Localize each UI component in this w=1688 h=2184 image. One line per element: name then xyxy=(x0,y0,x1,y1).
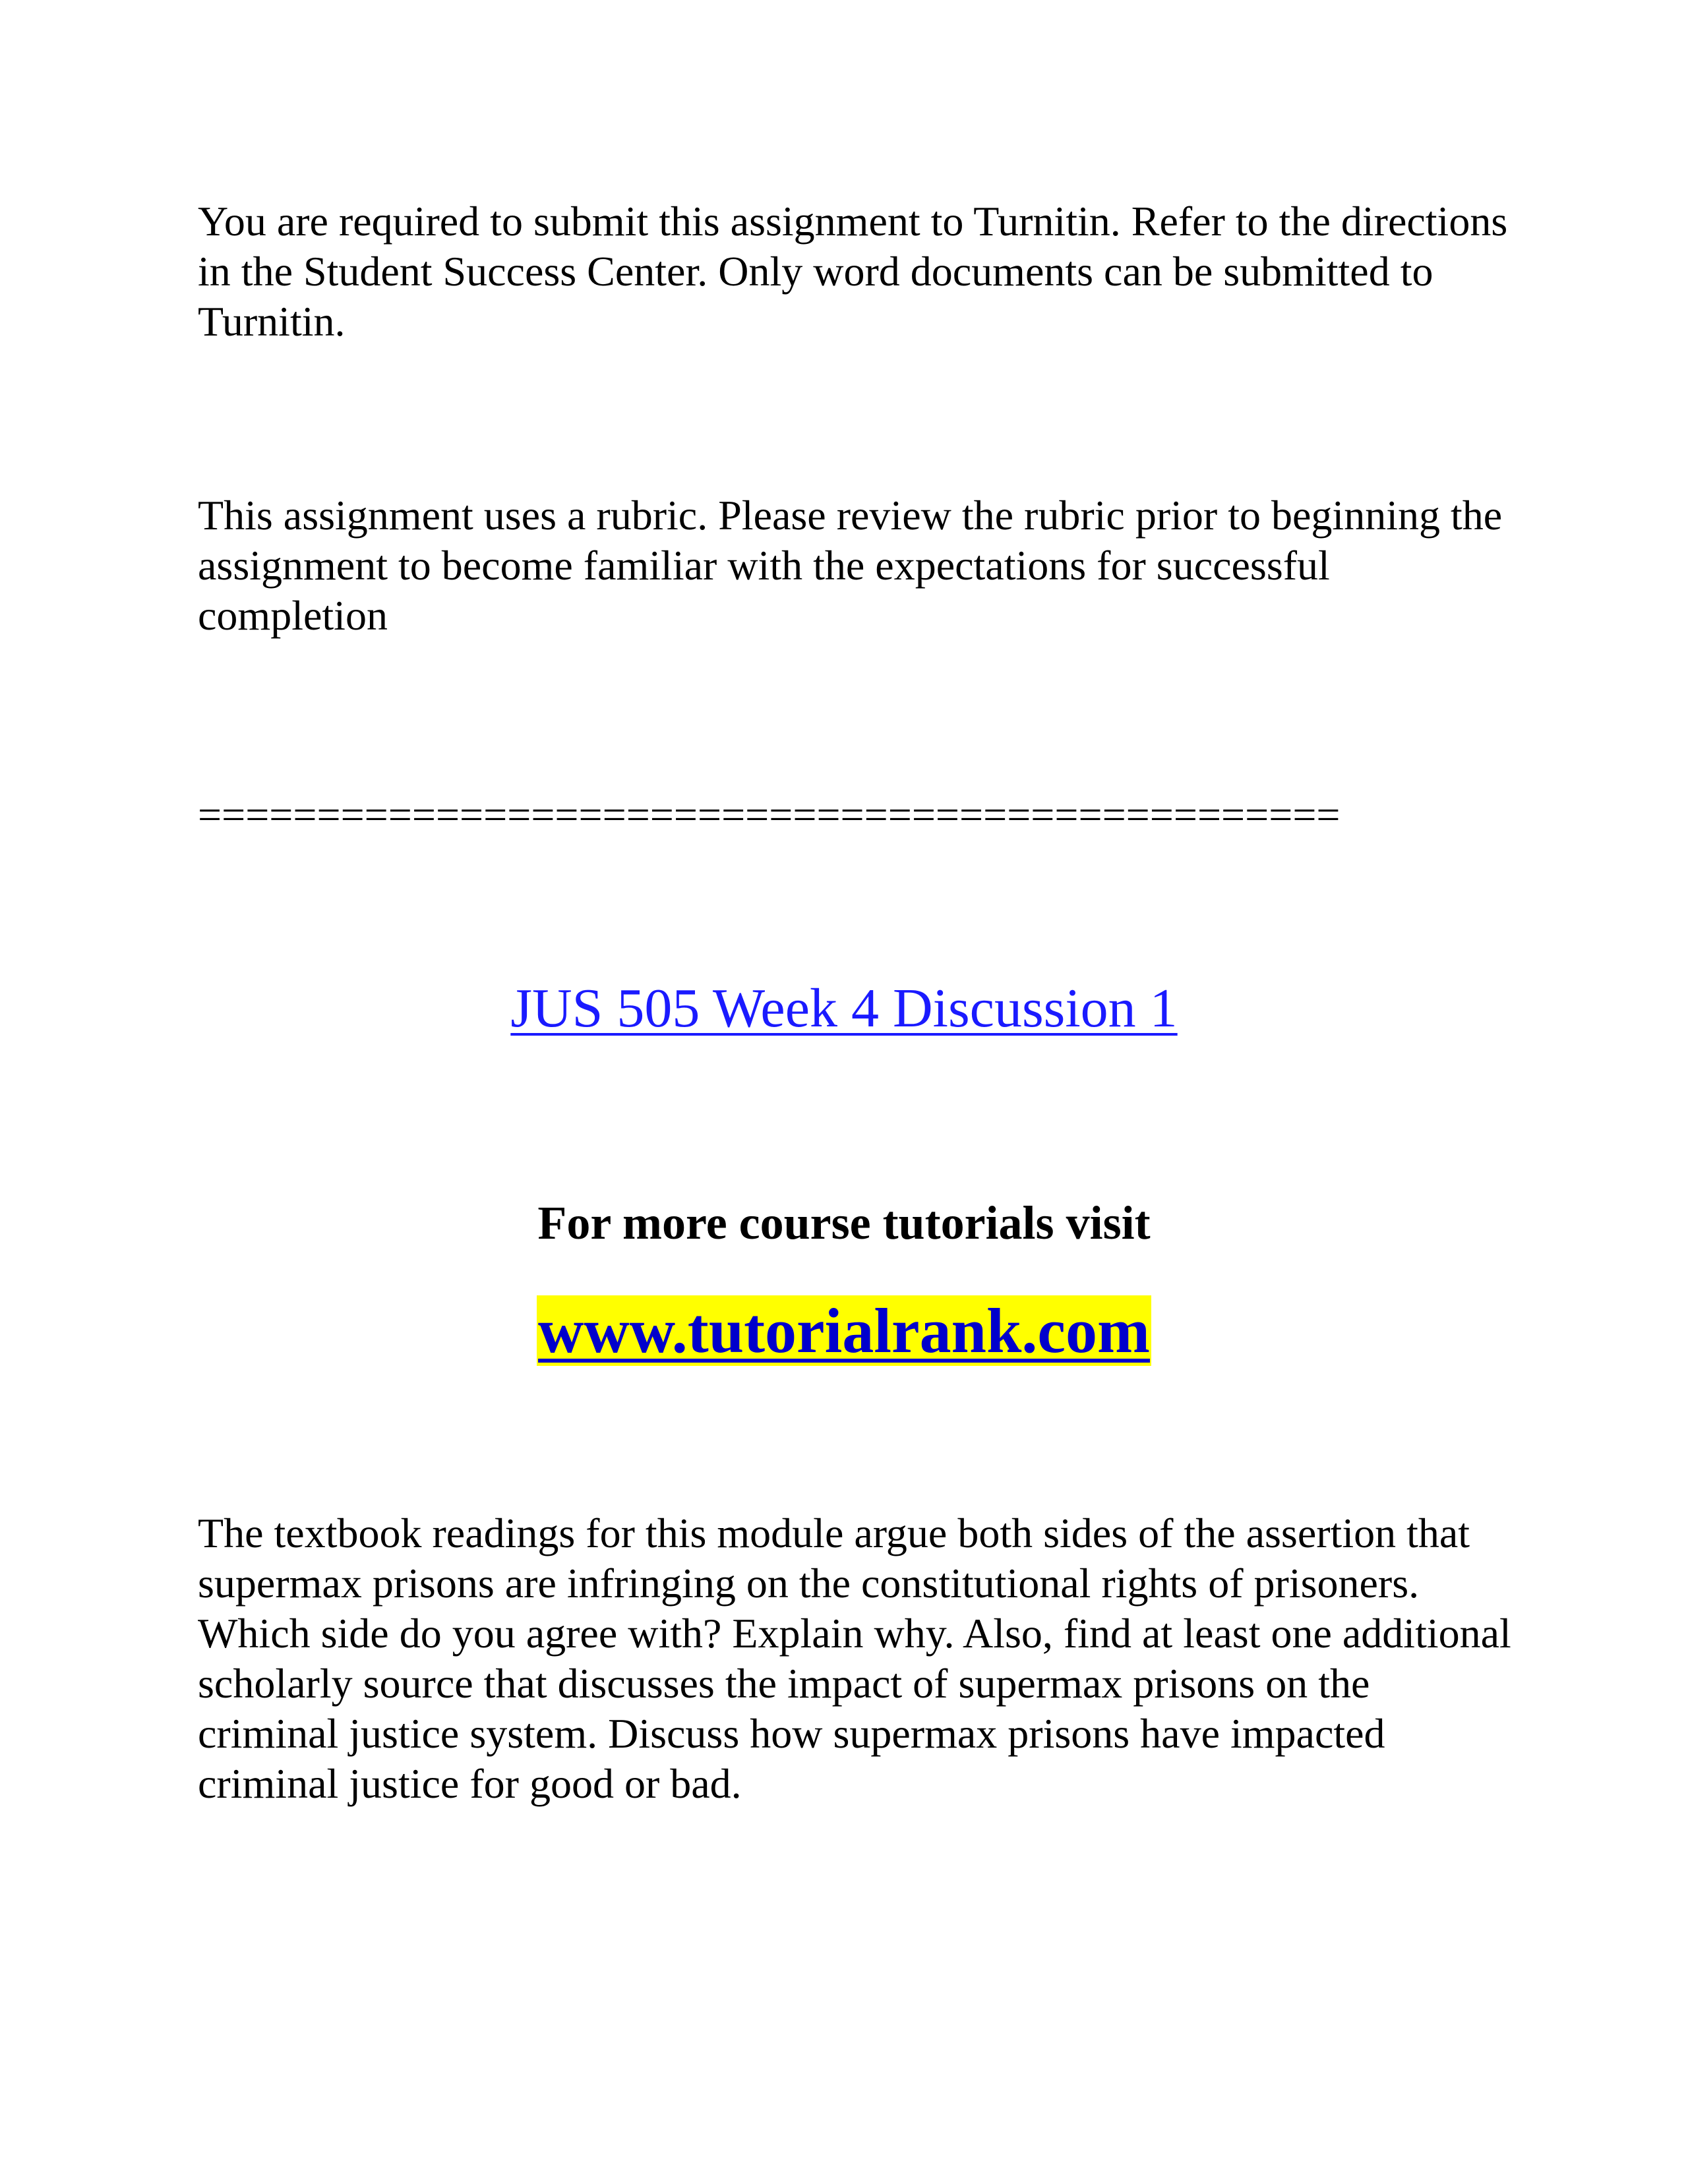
site-link-container xyxy=(0,1293,1688,1369)
discussion-prompt-paragraph: The textbook readings for this module argue both sides of the assertion that supermax prisons are infringing on the constitutional rights of prisoners. Which side do you agree with? Explain why. Also, find at least one additional scholarly source that discusses the impact of supermax prisons on the criminal justice system. Discuss how supermax prisons have impacted criminal justice for good or bad. xyxy=(198,1510,1511,1807)
course-title-link[interactable]: JUS 505 Week 4 Discussion 1 xyxy=(510,978,1178,1039)
tutorialrank-site-link[interactable]: www.tutorialrank.com xyxy=(538,1295,1150,1366)
separator-line: ================================================ xyxy=(198,791,1341,838)
more-tutorials-heading: For more course tutorials visit xyxy=(537,1196,1151,1249)
turnitin-notice-paragraph: You are required to submit this assignment to Turnitin. Refer to the directions in the Student Success Center. Only word documents can be submitted to Turnitin. xyxy=(198,198,1508,345)
rubric-notice-paragraph: This assignment uses a rubric. Please review the rubric prior to beginning the assignment to become familiar with the expectations for successful completion xyxy=(198,492,1503,639)
